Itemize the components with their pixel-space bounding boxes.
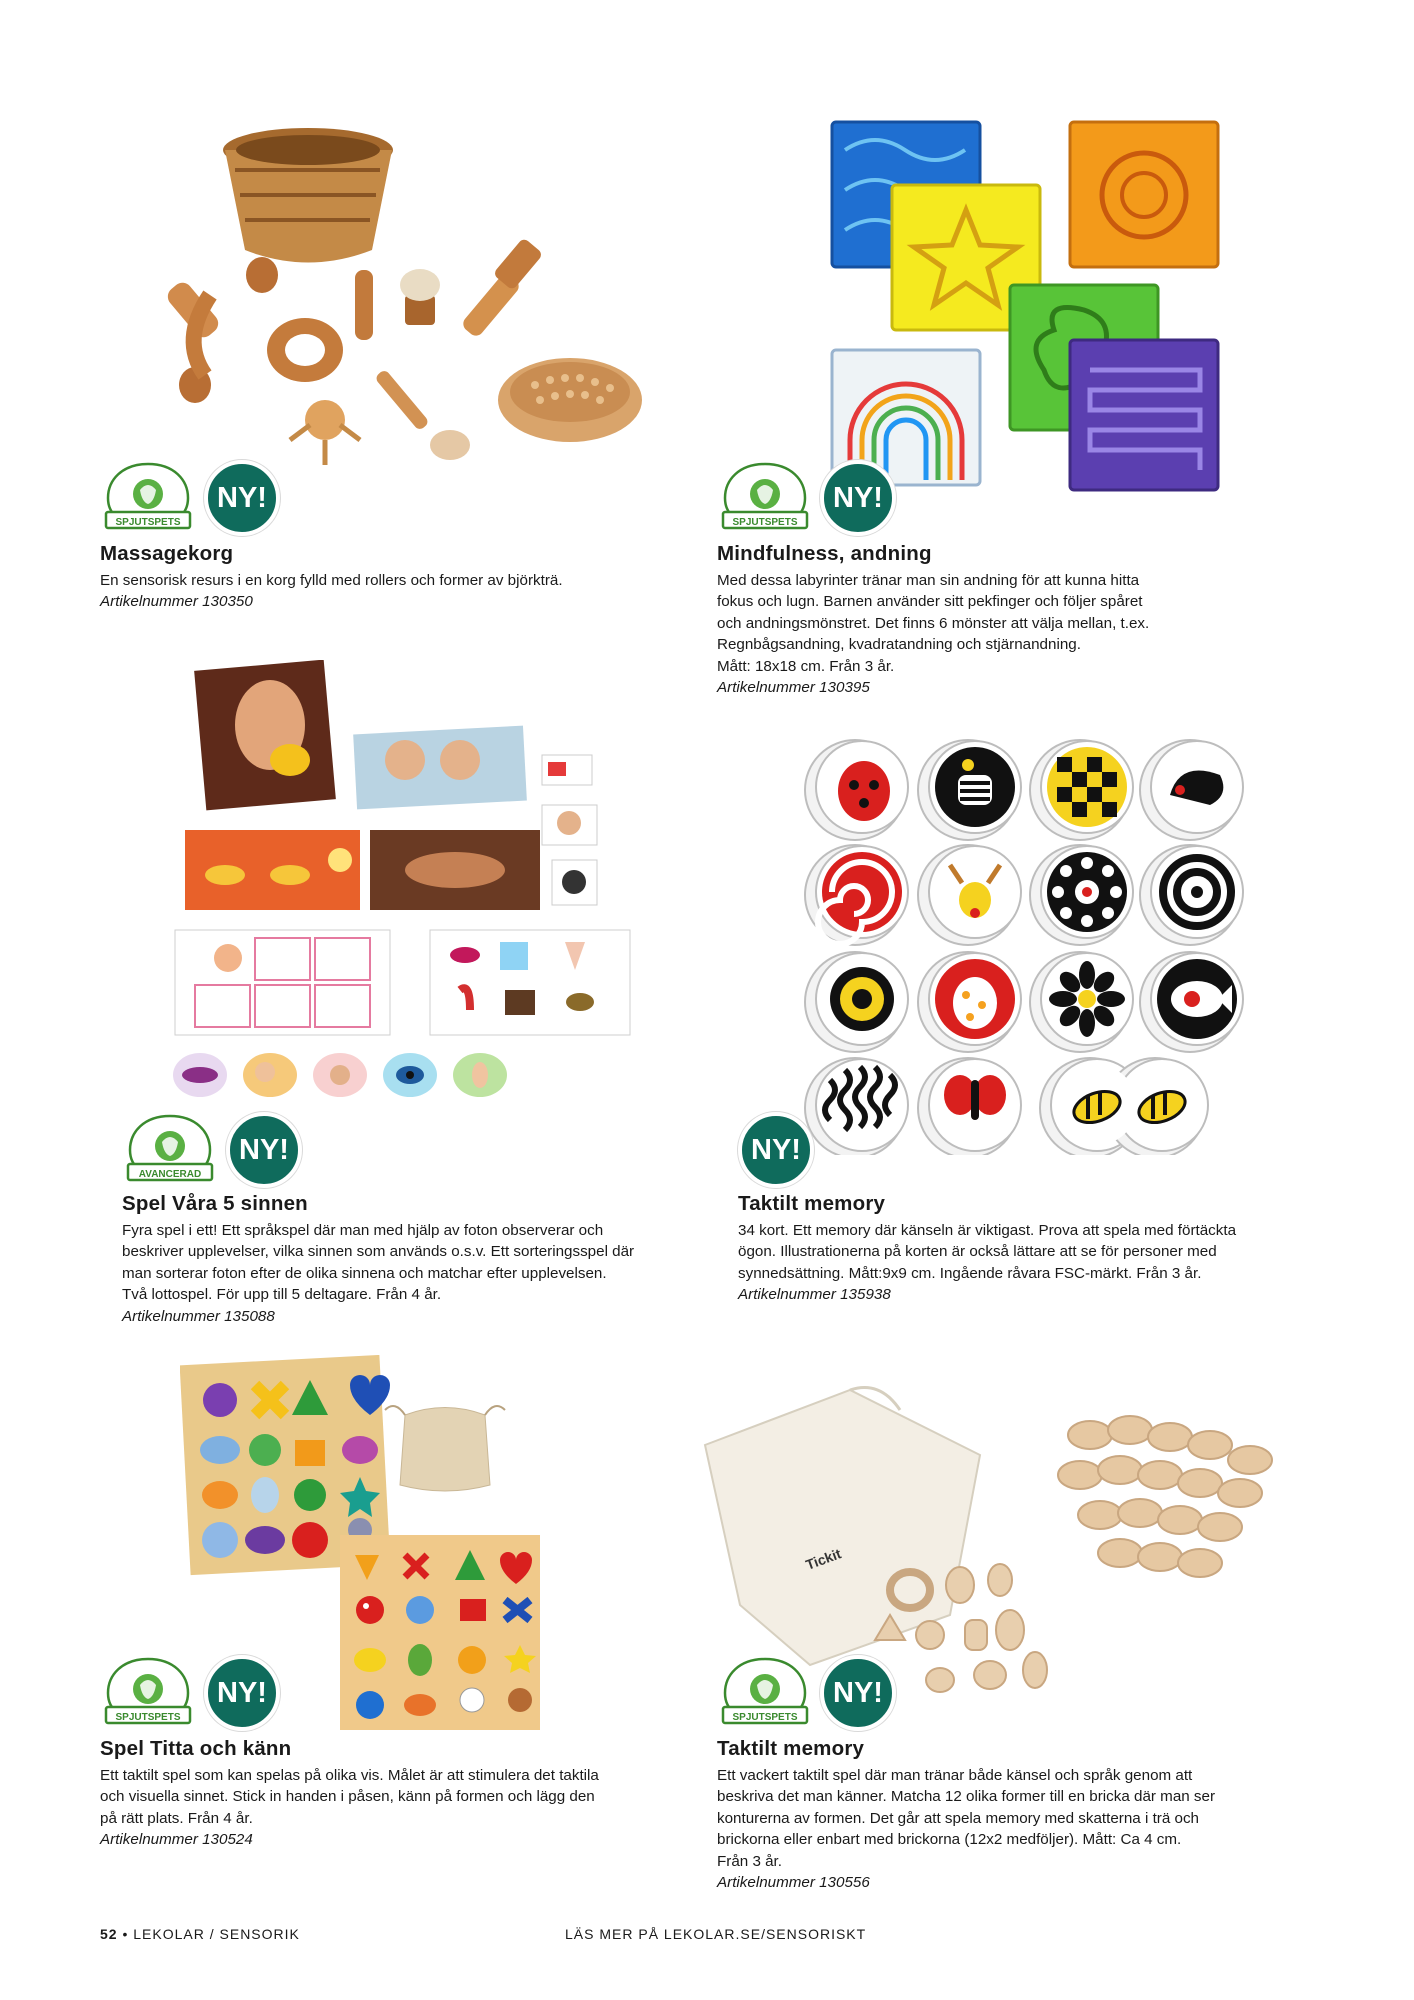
giftfri-forskola-badge (717, 460, 813, 532)
taktilt-memory-cards-image (800, 735, 1260, 1155)
badge-level-label: SPJUTSPETS (115, 517, 181, 528)
product-title: Massagekorg (100, 542, 234, 565)
ny-badge: NY! (204, 460, 280, 536)
product-description: En sensorisk resurs i en korg fylld med rollers och former av björkträ. Artikelnummer 130350 (100, 570, 660, 613)
article-number: Artikelnummer 130350 (100, 593, 253, 611)
product-description: Ett taktilt spel som kan spelas på olika vis. Målet är att stimulera det taktila och visuella sinnet. Stick in handen i påsen, känn på formen och lägg den på rätt plats. Från 4 år. Artikelnummer 130524 (100, 1765, 680, 1851)
product-description: Ett vackert taktilt spel där man tränar både känsel och språk genom att beskriva det man känner. Matcha 12 olika former till en bricka där man ser konturerna av formen. Det går att spela memory med skatterna i trä och brickorna eller enbart med brickorna (12x2 medföljer). Mått: Ca 4 cm. Från 3 år. Artikelnummer 130556 (717, 1765, 1317, 1893)
bag-brand-label: Tickit (803, 1545, 844, 1573)
badge-level-label: AVANCERAD (138, 1169, 202, 1180)
page-footer-left: 52 • LEKOLAR / SENSORIK (100, 1926, 300, 1942)
ny-badge: NY! (738, 1112, 814, 1188)
badge-level-label: SPJUTSPETS (115, 1712, 181, 1723)
article-number: Artikelnummer 130556 (717, 1874, 870, 1892)
footer-link[interactable]: LÄS MER PÅ LEKOLAR.SE/SENSORISKT (565, 1926, 867, 1942)
product-description: Fyra spel i ett! Ett språkspel där man med hjälp av foton observerar och beskriver upplevelser, vilka sinnen som används o.s.v. Ett sorteringsspel där man sorterar foton efter de olika sinnena och matchar efter upplevelsen. Två lottospel. För upp till 5 deltagare. Från 4 år. Artikelnummer 135088 (122, 1220, 702, 1327)
giftfri-forskola-badge (100, 460, 196, 532)
ny-badge: NY! (820, 1655, 896, 1731)
ny-badge: NY! (204, 1655, 280, 1731)
product-title: Mindfulness, andning (717, 542, 932, 565)
article-number: Artikelnummer 130395 (717, 679, 870, 697)
badge-level-label: SPJUTSPETS (732, 1712, 798, 1723)
mindfulness-image (820, 110, 1240, 500)
product-title: Spel Titta och känn (100, 1737, 292, 1760)
page-number: 52 (100, 1926, 118, 1942)
article-number: Artikelnummer 135088 (122, 1307, 275, 1325)
product-title: Taktilt memory (717, 1737, 865, 1760)
giftfri-forskola-badge (100, 1655, 196, 1727)
product-title: Taktilt memory (738, 1192, 886, 1215)
article-number: Artikelnummer 135938 (738, 1286, 891, 1304)
section-label: LEKOLAR / SENSORIK (133, 1926, 300, 1942)
article-number: Artikelnummer 130524 (100, 1831, 253, 1849)
giftfri-forskola-badge (122, 1112, 218, 1184)
badge-level-label: SPJUTSPETS (732, 517, 798, 528)
massagekorg-image (150, 100, 670, 490)
product-description: Med dessa labyrinter tränar man sin andning för att kunna hitta fokus och lugn. Barnen använder sitt pekfinger och följer spåret och andningsmönstret. Det finns 6 mönster att välja mellan, t.ex. Regnbågsandning, kvadratandning och stjärnandning. Mått: 18x18 cm. Från 3 år. Artikelnummer 130395 (717, 570, 1317, 698)
ny-badge: NY! (820, 460, 896, 536)
product-title: Spel Våra 5 sinnen (122, 1192, 308, 1215)
giftfri-forskola-badge (717, 1655, 813, 1727)
ny-badge: NY! (226, 1112, 302, 1188)
product-description: 34 kort. Ett memory där känseln är viktigast. Prova att spela med förtäckta ögon. Illustrationerna på korten är också lättare att se för personer med synnedsättning. Mått:9x9 cm. Ingående råvara FSC-märkt. Från 3 år. Artikelnummer 135938 (738, 1220, 1338, 1306)
spel-5-sinnen-image (170, 660, 640, 1100)
